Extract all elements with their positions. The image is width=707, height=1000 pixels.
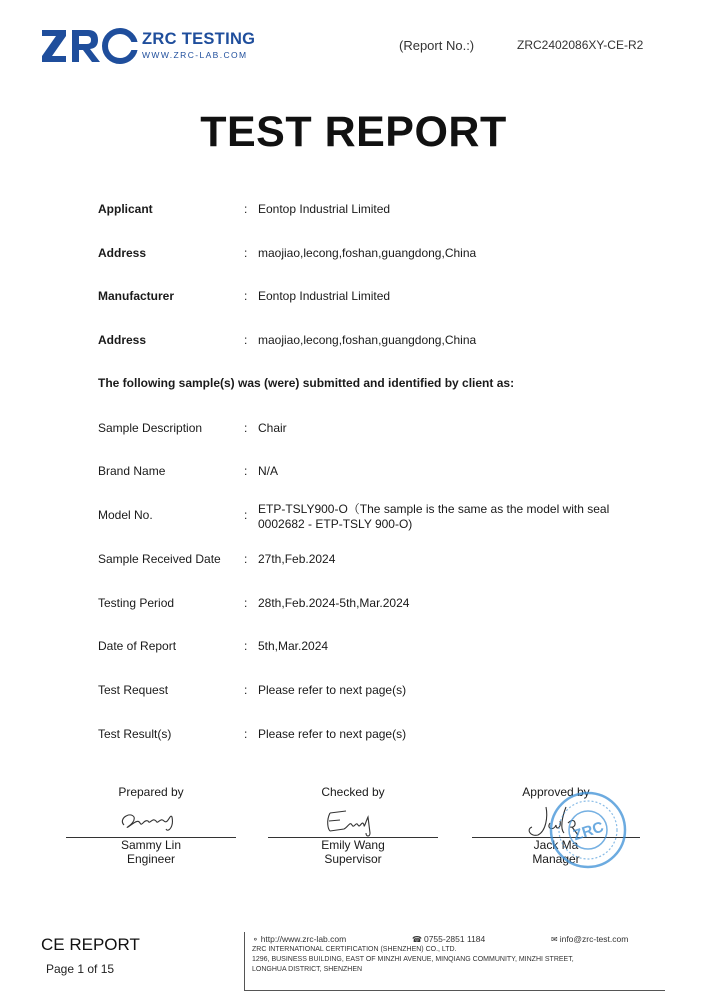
field-value: 5th,Mar.2024: [258, 639, 329, 653]
testing-period-row: [98, 596, 658, 614]
field-label: Date of Report: [98, 639, 177, 653]
field-colon: :: [244, 508, 248, 522]
field-colon: :: [244, 727, 248, 741]
field-value: Please refer to next page(s): [258, 727, 407, 741]
zrc-logo-icon: [40, 22, 140, 70]
signer-title: Supervisor: [324, 852, 382, 866]
field-value: N/A: [258, 464, 279, 478]
checked-by-block: [268, 785, 438, 875]
field-value: ETP-TSLY900-O（The sample is the same as the model with seal 0002682 - ETP-TSLY 900-O): [258, 502, 610, 531]
report-number-label: (Report No.:): [399, 38, 475, 53]
sample-received-date-row: [98, 552, 658, 570]
footer-email: [551, 934, 628, 944]
field-colon: :: [244, 246, 248, 260]
field-value: Please refer to next page(s): [258, 683, 407, 697]
field-colon: :: [244, 639, 248, 653]
footer-company: ZRC INTERNATIONAL CERTIFICATION (SHENZHEN) CO., LTD.: [252, 946, 457, 953]
test-result-row: [98, 727, 658, 745]
signature-scribble-icon: [116, 803, 186, 835]
footer-phone: [412, 934, 485, 944]
field-label: Model No.: [98, 508, 153, 522]
manufacturer-row: [98, 289, 658, 307]
company-seal: [548, 790, 628, 870]
applicant-row: [98, 202, 658, 220]
field-label: Test Result(s): [98, 727, 172, 741]
field-colon: :: [244, 333, 248, 347]
phone-text: 0755-2851 1184: [423, 934, 486, 944]
page-indicator: Page 1 of 15: [46, 962, 115, 976]
website-text[interactable]: http://www.zrc-lab.com: [260, 934, 347, 944]
date-of-report-row: [98, 639, 658, 657]
phone-icon: ☎: [412, 935, 422, 944]
sample-intro: The following sample(s) was (were) submitted and identified by client as:: [98, 376, 515, 390]
model-no-row: [98, 502, 658, 531]
signer-name: Emily Wang: [321, 838, 385, 852]
field-label: Testing Period: [98, 596, 175, 610]
footer-website: [252, 934, 346, 944]
field-label: Test Request: [98, 683, 169, 697]
signer-title: Manager: [532, 852, 580, 866]
field-label: Brand Name: [98, 464, 166, 478]
brand-name-row: [98, 464, 658, 482]
field-label: Address: [98, 246, 147, 260]
brand-name: ZRC TESTING: [142, 30, 256, 48]
signer-name: Jack Ma: [533, 838, 579, 852]
field-value: Eontop Industrial Limited: [258, 202, 391, 216]
field-colon: :: [244, 552, 248, 566]
field-colon: :: [244, 464, 248, 478]
field-value: Eontop Industrial Limited: [258, 289, 391, 303]
field-colon: :: [244, 202, 248, 216]
brand-url: WWW.ZRC-LAB.COM: [142, 50, 248, 60]
signature-role: Prepared by: [118, 785, 184, 799]
signature-role: Checked by: [321, 785, 385, 799]
signer-name: Sammy Lin: [120, 838, 182, 852]
field-label: Address: [98, 333, 147, 347]
report-type: CE REPORT: [41, 935, 140, 954]
field-value: Chair: [258, 421, 287, 435]
seal-text: ZRC: [571, 818, 606, 845]
field-label: Sample Description: [98, 421, 203, 435]
signature-role: Approved by: [522, 785, 590, 799]
signer-title: Engineer: [126, 852, 176, 866]
field-value: maojiao,lecong,foshan,guangdong,China: [258, 246, 477, 260]
field-label: Sample Received Date: [98, 552, 221, 566]
field-colon: :: [244, 289, 248, 303]
page-title: TEST REPORT: [200, 108, 507, 156]
seal-stamp-icon: [548, 790, 628, 870]
report-number: ZRC2402086XY-CE-R2: [517, 38, 644, 52]
field-value: maojiao,lecong,foshan,guangdong,China: [258, 333, 477, 347]
footer-address-line1: 1296, BUSINESS BUILDING, EAST OF MINZHI AVENUE, MINQIANG COMMUNITY, MINZHI STREET,: [252, 956, 574, 963]
applicant-address-row: [98, 246, 658, 264]
signature-scribble-icon: [318, 803, 388, 837]
field-colon: :: [244, 683, 248, 697]
field-value: 27th,Feb.2024: [258, 552, 336, 566]
manufacturer-address-row: [98, 333, 658, 351]
footer-address-line2: LONGHUA DISTRICT, SHENZHEN: [252, 966, 363, 973]
field-colon: :: [244, 596, 248, 610]
email-text[interactable]: info@zrc-test.com: [559, 934, 629, 944]
field-value: 28th,Feb.2024-5th,Mar.2024: [258, 596, 410, 610]
globe-icon: ⚬: [252, 935, 259, 944]
field-label: Applicant: [98, 202, 153, 216]
test-request-row: [98, 683, 658, 701]
email-icon: ✉: [551, 935, 558, 944]
field-label: Manufacturer: [98, 289, 175, 303]
sample-description-row: [98, 421, 658, 439]
prepared-by-block: [66, 785, 236, 875]
field-colon: :: [244, 421, 248, 435]
